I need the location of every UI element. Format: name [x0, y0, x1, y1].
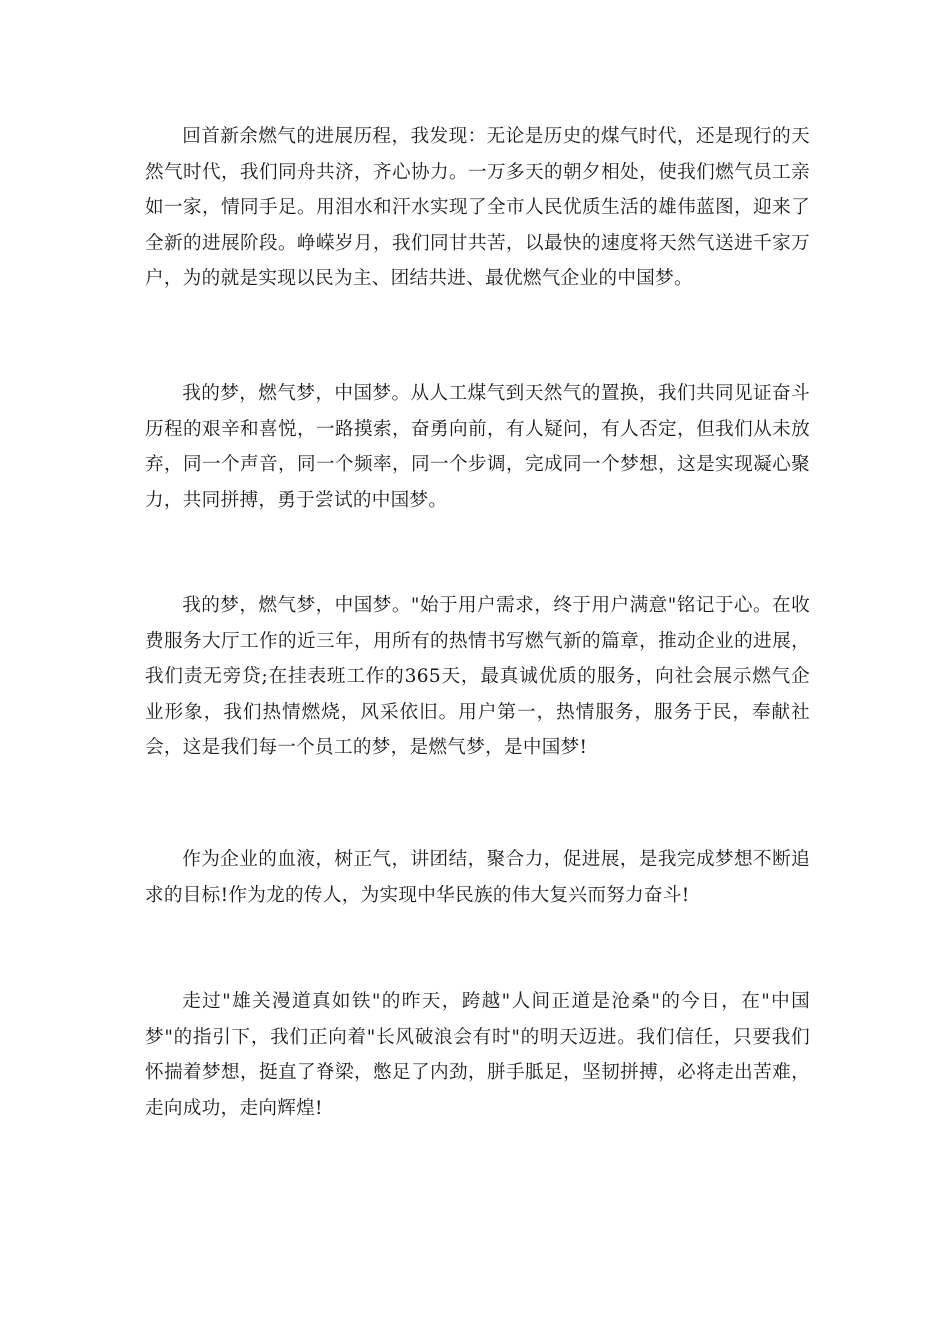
paragraph-4: 作为企业的血液，树正气，讲团结，聚合力，促进展，是我完成梦想不断追求的目标!作为龙的传人，为实现中华民族的伟大复兴而努力奋斗! [145, 849, 810, 906]
paragraph-5: 走过"雄关漫道真如铁"的昨天，跨越"人间正道是沧桑"的今日，在"中国梦"的指引下，我们正向着"长风破浪会有时"的明天迈进。我们信任，只要我们怀揣着梦想，挺直了脊梁，憋足了内劲，胼手胝足，坚韧拼搏，必将走出苦难，走向成功，走向辉煌! [145, 991, 810, 1119]
paragraph-1: 回首新余燃气的进展历程，我发现：无论是历史的煤气时代，还是现行的天然气时代，我们同舟共济，齐心协力。一万多天的朝夕相处，使我们燃气员工亲如一家，情同手足。用泪水和汗水实现了全市人民优质生活的雄伟蓝图，迎来了全新的进展阶段。峥嵘岁月，我们同甘共苦，以最快的速度将天然气送进千家万户，为的就是实现以民为主、团结共进、最优燃气企业的中国梦。 [145, 126, 810, 289]
paragraph-2: 我的梦，燃气梦，中国梦。从人工煤气到天然气的置换，我们共同见证奋斗历程的艰辛和喜悦，一路摸索，奋勇向前，有人疑问，有人否定，但我们从未放弃，同一个声音，同一个频率，同一个步调，完成同一个梦想，这是实现凝心聚力，共同拼搏，勇于尝试的中国梦。 [145, 383, 810, 511]
paragraph-3: 我的梦，燃气梦，中国梦。"始于用户需求，终于用户满意"铭记于心。在收费服务大厅工作的近三年，用所有的热情书写燃气新的篇章，推动企业的进展，我们责无旁贷;在挂表班工作的365天，最真诚优质的服务，向社会展示燃气企业形象，我们热情燃烧，风采依旧。用户第一，热情服务，服务于民，奉献社会，这是我们每一个员工的梦，是燃气梦，是中国梦! [145, 595, 810, 758]
